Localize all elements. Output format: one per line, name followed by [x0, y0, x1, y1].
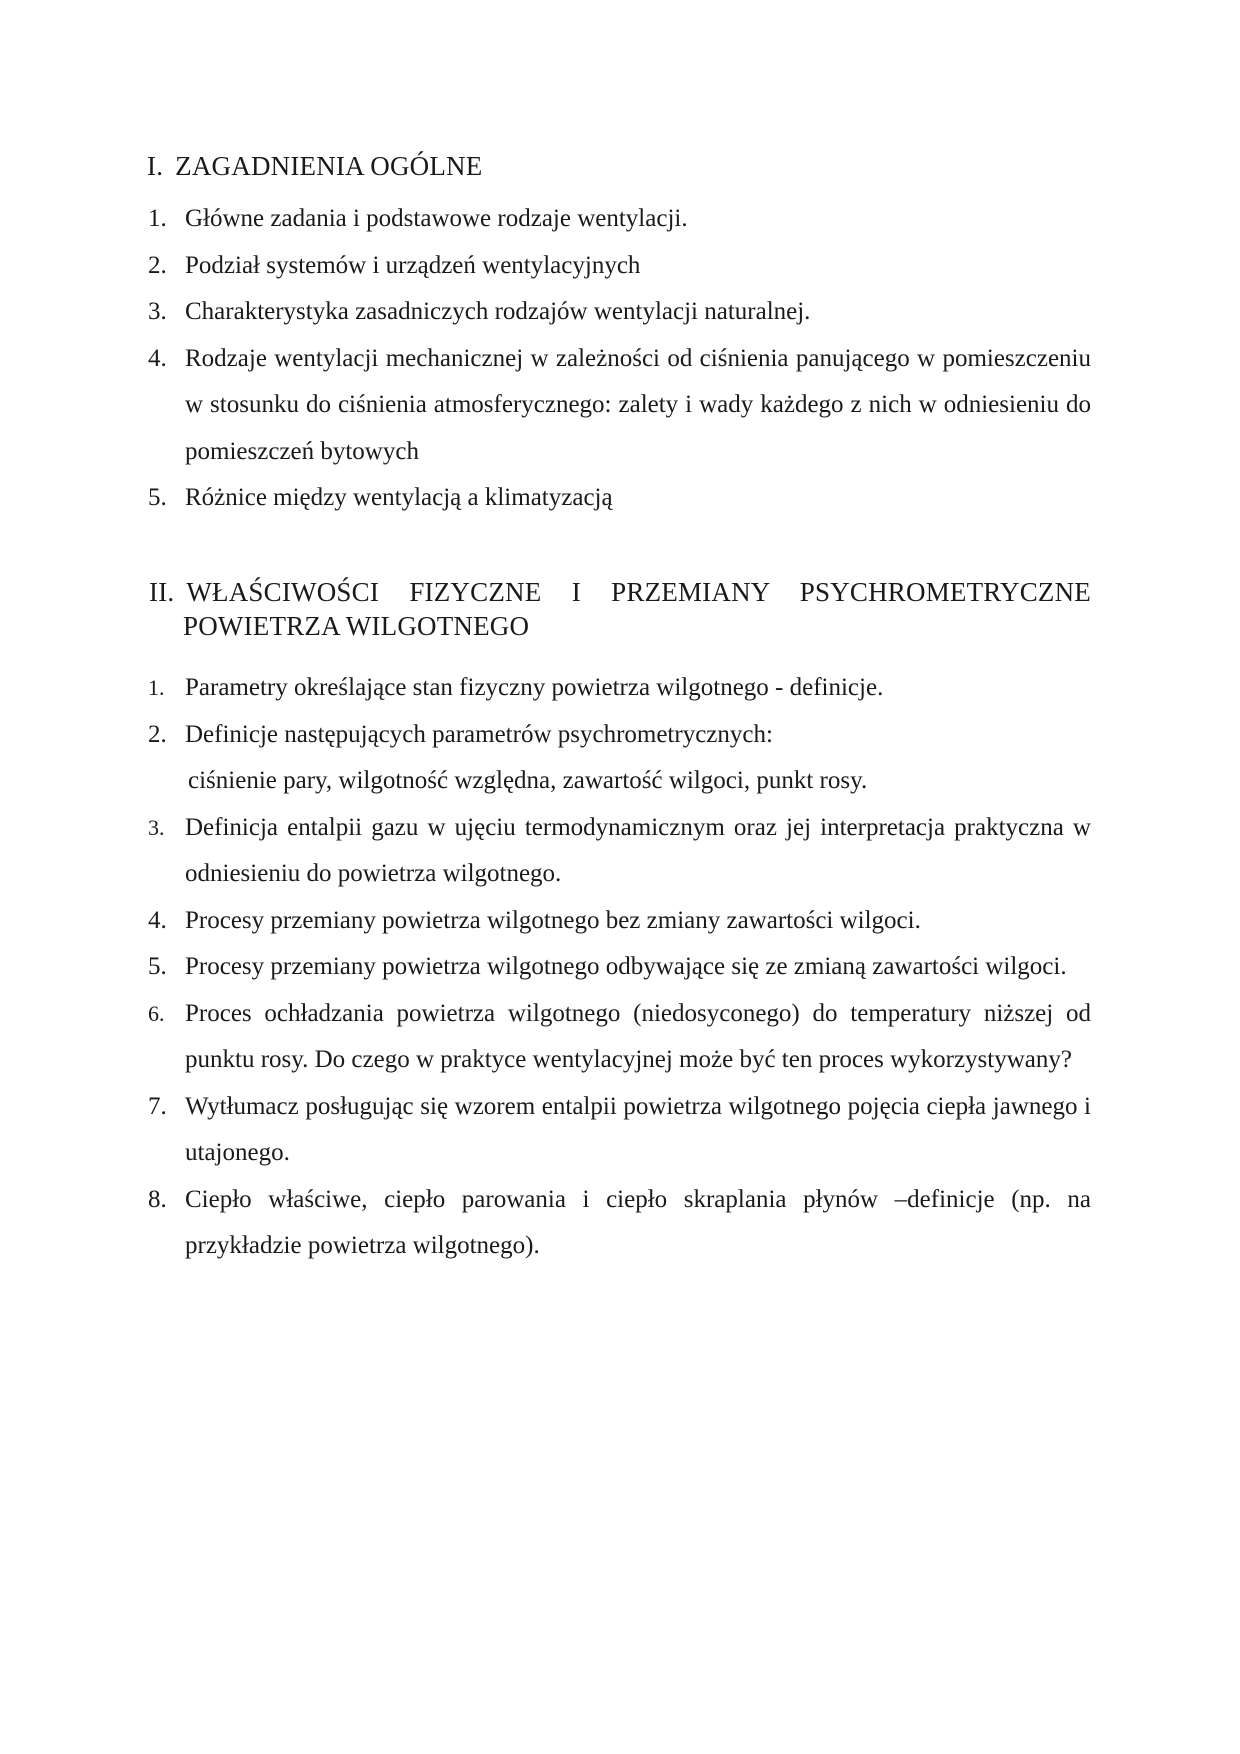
item-number: 6. [148, 1000, 165, 1026]
section-title-line-1: WŁAŚCIWOŚCI FIZYCZNE I PRZEMIANY PSYCHROMETRYCZNE [186, 577, 1091, 607]
section-number: II. [149, 577, 175, 607]
item-text: Procesy przemiany powietrza wilgotnego bez zmiany zawartości wilgoci. [185, 906, 921, 934]
item-number: 7. [148, 1092, 167, 1120]
list-item [0, 991, 1091, 1084]
item-number: 1. [148, 675, 165, 700]
item-text: Proces ochładzania powietrza wilgotnego (niedosyconego) do temperatury niższej od punktu rosy. Do czego w praktyce wentylacyjnej może być ten proces wykorzystywany? [185, 999, 1091, 1073]
item-text: Parametry określające stan fizyczny powietrza wilgotnego - definicje. [185, 674, 884, 701]
item-text: Główne zadania i podstawowe rodzaje wentylacji. [185, 205, 688, 232]
item-text: Rodzaje wentylacji mechanicznej w zależności od ciśnienia panującego w pomieszczeniu w stosunku do ciśnienia atmosferycznego: zalety i wady każdego z nich w odniesieniu do pomieszczeń bytowych [185, 344, 1091, 465]
psychrometric-questions-list [0, 665, 1240, 1270]
list-item [0, 289, 1091, 336]
list-item [0, 712, 1091, 805]
item-continuation: ciśnienie pary, wilgotność względna, zawartość wilgoci, punkt rosy. [188, 767, 868, 794]
section-heading-general [147, 149, 482, 183]
item-number: 2. [148, 251, 167, 279]
item-text: Podział systemów i urządzeń wentylacyjnych [185, 251, 641, 279]
list-item [0, 898, 1091, 945]
list-item [0, 196, 1091, 243]
list-item [0, 944, 1091, 991]
item-number: 5. [148, 484, 167, 511]
item-text: Różnice między wentylacją a klimatyzacją [185, 484, 613, 511]
item-number: 8. [148, 1185, 167, 1213]
item-text: Wytłumacz posługując się wzorem entalpii powietrza wilgotnego pojęcia ciepła jawnego i utajonego. [185, 1092, 1091, 1166]
list-item [0, 1177, 1091, 1270]
item-number: 1. [148, 205, 167, 232]
list-item [0, 336, 1091, 476]
list-item [0, 665, 1091, 712]
item-number: 5. [148, 953, 167, 980]
item-number: 4. [148, 344, 167, 372]
item-text: Definicje następujących parametrów psychrometrycznych: [185, 720, 773, 748]
list-item [0, 805, 1091, 898]
item-text: Definicja entalpii gazu w ujęciu termodynamicznym oraz jej interpretacja praktyczna w odniesieniu do powietrza wilgotnego. [185, 813, 1091, 887]
section-number: I. [147, 151, 164, 181]
item-text: Procesy przemiany powietrza wilgotnego odbywające się ze zmianą zawartości wilgoci. [185, 953, 1067, 980]
section-title: ZAGADNIENIA OGÓLNE [175, 151, 483, 181]
item-text: Charakterystyka zasadniczych rodzajów wentylacji naturalnej. [185, 298, 811, 325]
list-item [0, 243, 1091, 290]
list-item [0, 1084, 1091, 1177]
item-number: 2. [148, 720, 167, 748]
list-item [0, 475, 1091, 522]
item-number: 3. [148, 814, 165, 840]
item-number: 4. [148, 906, 167, 934]
item-text: Ciepło właściwe, ciepło parowania i ciepło skraplania płynów –definicje (np. na przykładzie powietrza wilgotnego). [185, 1185, 1091, 1259]
section-heading-physical-properties [149, 575, 1091, 643]
general-questions-list [0, 196, 1240, 522]
section-title-line-2: POWIETRZA WILGOTNEGO [183, 611, 530, 641]
item-number: 3. [148, 298, 167, 325]
